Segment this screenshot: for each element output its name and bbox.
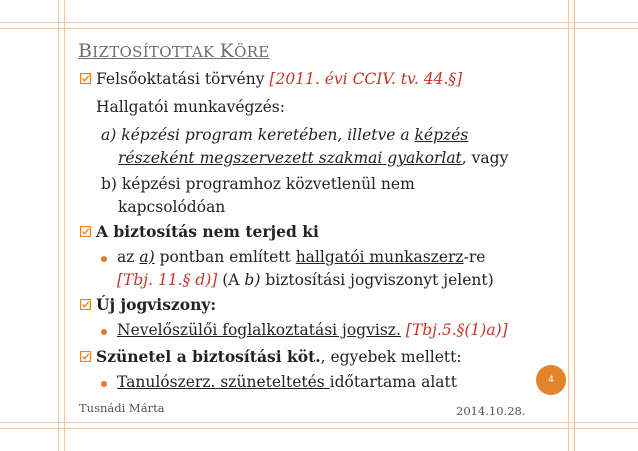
slide-title [78,40,270,62]
bullet-dot-icon [101,256,107,262]
bullet-dot-icon [101,329,107,335]
footer-date: 2014.10.28. [456,404,526,418]
footer-author: Tusnádi Márta [79,401,165,415]
item-line-3: a) képzési program keretében, illetve a képzés [101,126,469,144]
item-line-13: Tanulószerz. szüneteltetés időtartama alatt [117,373,457,391]
grid-line-left-2 [64,0,65,451]
item-line-11: Nevelőszülői foglalkoztatási jogvisz. [Tbj.5.§(1)a)] [117,321,508,339]
grid-line-right-2 [574,0,575,451]
item-line-12: Szünetel a biztosítási köt., egyebek mellett: [96,347,462,366]
item-line-4: részeként megszervezett szakmai gyakorlat, vagy [118,149,509,167]
item-line-5: b) képzési programhoz közvetlenül nem [101,175,415,193]
title-part-1: IZTOSÍTOTTAK [92,43,220,61]
bullet-dot-icon [101,381,107,387]
checkbox-bullet-icon [80,351,91,362]
title-initial-2: K [219,40,235,62]
item-line-1: Felsőoktatási törvény [2011. évi CCIV. tv. 44.§] [96,70,463,88]
item-line-10: Új jogviszony: [96,295,217,314]
checkbox-bullet-icon [80,73,91,84]
checkbox-bullet-icon [80,299,91,310]
item-line-9: [Tbj. 11.§ d)] (A b) biztosítási jogviszonyt jelent) [117,271,494,289]
item-line-7: A biztosítás nem terjed ki [96,222,319,241]
grid-line-top [0,22,638,23]
grid-line-right [568,0,569,451]
title-part-2: ÖRE [234,43,270,61]
grid-line-left [58,0,59,451]
title-initial-1: B [78,40,93,62]
item-line-6: kapcsolódóan [118,198,226,216]
page-number-badge: 4 [536,365,566,395]
grid-line-bottom [0,422,638,423]
item-line-8: az a) pontban említett hallgatói munkaszerz-re [117,248,486,266]
grid-line-top-2 [0,28,638,29]
item-line-2: Hallgatói munkavégzés: [96,98,285,116]
checkbox-bullet-icon [80,226,91,237]
grid-line-bottom-2 [0,428,638,429]
